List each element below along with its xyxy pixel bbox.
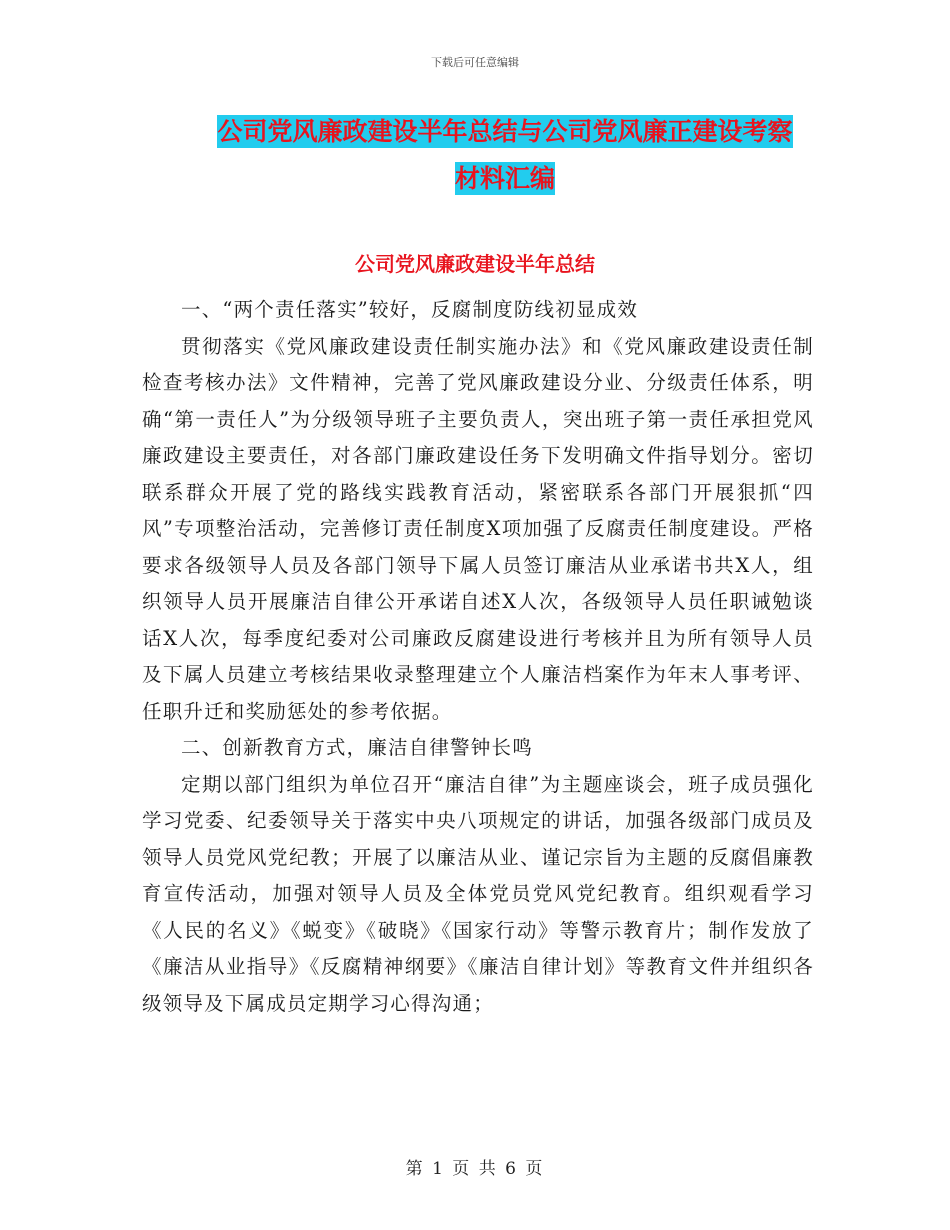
document-body [142,292,814,1022]
document-title-line1: 公司党风廉政建设半年总结与公司党风廉正建设考察 [217,117,793,146]
document-title [140,108,870,202]
paragraph-one: 贯彻落实《党风廉政建设责任制实施办法》和《党风廉政建设责任制检查考核办法》文件精神，完善了党风廉政建设分业、分级责任体系，明确“第一责任人”为分级领导班子主要负责人，突出班子第一责任承担党风廉政建设主要责任，对各部门廉政建设任务下发明确文件指导划分。密切联系群众开展了党的路线实践教育活动，紧密联系各部门开展狠抓“四风”专项整治活动，完善修订责任制度X项加强了反腐责任制度建设。严格要求各级领导人员及各部门领导下属人员签订廉洁从业承诺书共X人，组织领导人员开展廉洁自律公开承诺自述X人次，各级领导人员任职诫勉谈话X人次，每季度纪委对公司廉政反腐建设进行考核并且为所有领导人员及下属人员建立考核结果收录整理建立个人廉洁档案作为年末人事考评、任职升迁和奖励惩处的参考依据。 [142,334,814,723]
section-title: 公司党风廉政建设半年总结 [355,252,595,276]
document-title-line2: 材料汇编 [454,164,555,193]
heading-one: 一、“两个责任落实”较好，反腐制度防线初显成效 [181,298,639,321]
paragraph-two: 定期以部门组织为单位召开“廉洁自律”为主题座谈会，班子成员强化学习党委、纪委领导关于落实中央八项规定的讲话，加强各级部门成员及领导人员党风党纪教；开展了以廉洁从业、谨记宗旨为主题的反腐倡廉教育宣传活动，加强对领导人员及全体党员党风党纪教育。组织观看学习《人民的名义》《蜕变》《破晓》《国家行动》等警示教育片；制作发放了《廉洁从业指导》《反腐精神纲要》《廉洁自律计划》等教育文件并组织各级领导及下属成员定期学习心得沟通； [142,772,814,1015]
heading-two: 二、创新教育方式，廉洁自律警钟长鸣 [181,736,533,759]
header-note: 下载后可任意编辑 [431,56,519,69]
page-footer: 第 1 页 共 6 页 [405,1159,545,1179]
